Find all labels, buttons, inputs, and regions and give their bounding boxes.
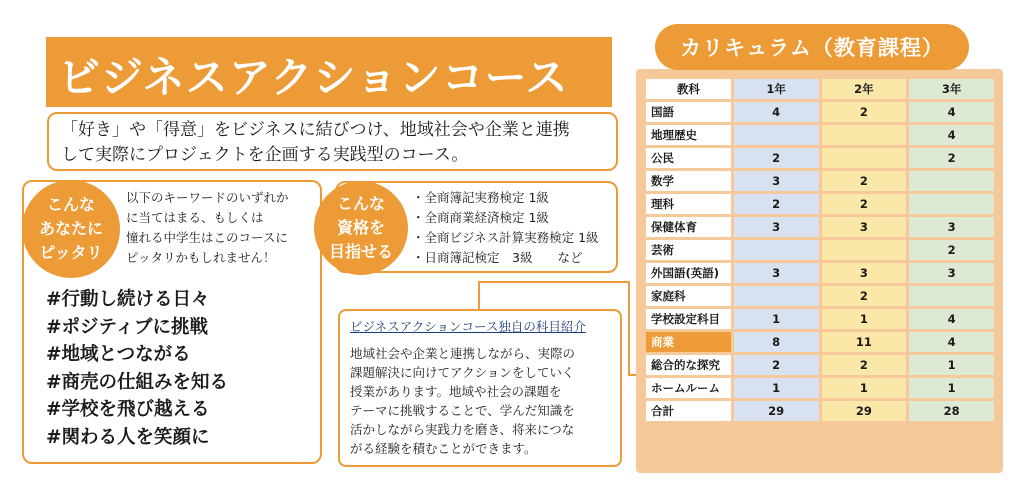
subject-cell: 保健体育 <box>646 217 731 237</box>
year-1-cell: 8 <box>734 332 819 352</box>
year-3-cell <box>909 171 994 191</box>
fit-circle-line: あなたに <box>38 219 103 238</box>
unique-subject-box <box>338 309 622 467</box>
year-2-cell: 2 <box>822 102 907 122</box>
year-2-cell <box>822 240 907 260</box>
year-3-cell: 4 <box>909 309 994 329</box>
year-1-cell: 3 <box>734 217 819 237</box>
qualification-item: ・全商商業経済検定 1級 <box>412 210 549 225</box>
year-2-cell: 2 <box>822 194 907 214</box>
curriculum-row <box>646 217 994 237</box>
curriculum-row <box>646 355 994 375</box>
intro-line-2: して実際にプロジェクトを企画する実践型のコース。 <box>61 145 469 165</box>
curriculum-row <box>646 194 994 214</box>
fit-description <box>126 188 322 268</box>
subject-cell: 商業 <box>646 332 731 352</box>
subject-cell: 公民 <box>646 148 731 168</box>
unique-body-line: 地域社会や企業と連携しながら、実際の <box>350 346 576 361</box>
curriculum-title: カリキュラム（教育課程） <box>655 24 969 70</box>
subject-cell: 合計 <box>646 401 731 421</box>
header-year-1: 1年 <box>734 79 819 99</box>
curriculum-row <box>646 286 994 306</box>
fit-desc-line: 憧れる中学生はこのコースに <box>126 230 288 245</box>
year-2-cell: 2 <box>822 355 907 375</box>
course-title: ビジネスアクションコース <box>58 53 569 102</box>
year-3-cell: 2 <box>909 240 994 260</box>
year-3-cell: 3 <box>909 217 994 237</box>
course-intro-box <box>47 112 618 171</box>
qualification-item: ・全商ビジネス計算実務検定 1級 <box>412 230 599 245</box>
curriculum-row <box>646 309 994 329</box>
subject-cell: 地理歴史 <box>646 125 731 145</box>
year-1-cell <box>734 286 819 306</box>
year-3-cell <box>909 194 994 214</box>
hashtag-item: #地域とつながる <box>46 344 191 365</box>
year-3-cell: 4 <box>909 332 994 352</box>
subject-cell: 家庭科 <box>646 286 731 306</box>
qualification-item: ・日商簿記検定 3級 など <box>412 250 583 265</box>
qualification-item: ・全商簿記実務検定 1級 <box>412 190 549 205</box>
curriculum-row <box>646 148 994 168</box>
hashtag-item: #学校を飛び越える <box>46 399 210 420</box>
year-2-cell: 2 <box>822 286 907 306</box>
year-3-cell: 4 <box>909 125 994 145</box>
connector-line <box>628 281 630 376</box>
subject-cell: 数学 <box>646 171 731 191</box>
curriculum-row <box>646 102 994 122</box>
year-1-cell <box>734 125 819 145</box>
year-2-cell: 2 <box>822 171 907 191</box>
year-3-cell: 3 <box>909 263 994 283</box>
year-1-cell: 29 <box>734 401 819 421</box>
unique-body-line: がる経験を積むことができます。 <box>350 441 537 456</box>
qualifications-circle-badge <box>314 181 408 275</box>
subject-cell: ホームルーム <box>646 378 731 398</box>
year-3-cell: 1 <box>909 378 994 398</box>
qual-circle-line: 資格を <box>336 218 385 237</box>
year-2-cell: 11 <box>822 332 907 352</box>
year-2-cell: 29 <box>822 401 907 421</box>
unique-subject-title: ビジネスアクションコース独自の科目紹介 <box>350 319 586 334</box>
curriculum-row <box>646 401 994 421</box>
qualifications-list <box>412 188 622 268</box>
subject-cell: 学校設定科目 <box>646 309 731 329</box>
curriculum-table <box>643 76 997 424</box>
header-subject: 教科 <box>646 79 731 99</box>
year-1-cell: 4 <box>734 102 819 122</box>
year-1-cell: 2 <box>734 355 819 375</box>
header-year-3: 3年 <box>909 79 994 99</box>
unique-body-line: テーマに挑戦することで、学んだ知識を <box>350 403 575 418</box>
fit-desc-line: 以下のキーワードのいずれか <box>126 190 289 205</box>
fit-circle-line: こんな <box>46 195 95 214</box>
curriculum-row <box>646 378 994 398</box>
hashtag-item: #商売の仕組みを知る <box>46 371 229 393</box>
intro-line-1: 「好き」や「得意」をビジネスに結びつけ、地域社会や企業と連携 <box>61 120 570 140</box>
year-1-cell <box>734 240 819 260</box>
qual-circle-line: 目指せる <box>328 242 393 261</box>
hashtag-item: #行動し続ける日々 <box>46 289 210 310</box>
curriculum-table-body <box>646 79 994 421</box>
fit-circle-badge <box>22 180 120 278</box>
year-2-cell: 3 <box>822 217 907 237</box>
year-1-cell: 2 <box>734 148 819 168</box>
subject-cell: 総合的な探究 <box>646 355 731 375</box>
unique-body-line: 授業があります。地域や社会の課題を <box>350 384 562 399</box>
subject-cell: 芸術 <box>646 240 731 260</box>
year-3-cell: 2 <box>909 148 994 168</box>
fit-circle-line: ピッタリ <box>39 243 103 262</box>
connector-line <box>478 281 480 309</box>
subject-cell: 外国語(英語) <box>646 263 731 283</box>
year-1-cell: 3 <box>734 263 819 283</box>
subject-cell: 国語 <box>646 102 731 122</box>
hashtag-list <box>46 286 316 451</box>
curriculum-row <box>646 240 994 260</box>
hashtag-item: #関わる人を笑顔に <box>46 426 210 448</box>
course-title-banner <box>46 37 612 107</box>
subject-cell: 理科 <box>646 194 731 214</box>
year-1-cell: 2 <box>734 194 819 214</box>
year-1-cell: 1 <box>734 309 819 329</box>
curriculum-header-row <box>646 79 994 99</box>
year-2-cell: 1 <box>822 309 907 329</box>
year-3-cell: 1 <box>909 355 994 375</box>
year-3-cell: 28 <box>909 401 994 421</box>
unique-body-line: 活かしながら実践力を磨き、将来につな <box>350 422 575 437</box>
year-3-cell <box>909 286 994 306</box>
curriculum-row <box>646 263 994 283</box>
year-2-cell <box>822 125 907 145</box>
year-3-cell: 4 <box>909 102 994 122</box>
header-year-2: 2年 <box>822 79 907 99</box>
curriculum-row <box>646 171 994 191</box>
hashtag-item: #ポジティブに挑戦 <box>46 316 209 338</box>
connector-line <box>478 281 630 283</box>
curriculum-row <box>646 125 994 145</box>
qual-circle-line: こんな <box>336 194 385 213</box>
year-2-cell: 3 <box>822 263 907 283</box>
year-2-cell <box>822 148 907 168</box>
year-1-cell: 3 <box>734 171 819 191</box>
unique-subject-body <box>350 344 610 458</box>
curriculum-row <box>646 332 994 352</box>
year-1-cell: 1 <box>734 378 819 398</box>
fit-desc-line: に当てはまる、もしくは <box>126 210 264 225</box>
year-2-cell: 1 <box>822 378 907 398</box>
fit-desc-line: ピッタリかもしれません！ <box>126 250 276 265</box>
unique-body-line: 課題解決に向けてアクションをしていく <box>350 365 575 380</box>
